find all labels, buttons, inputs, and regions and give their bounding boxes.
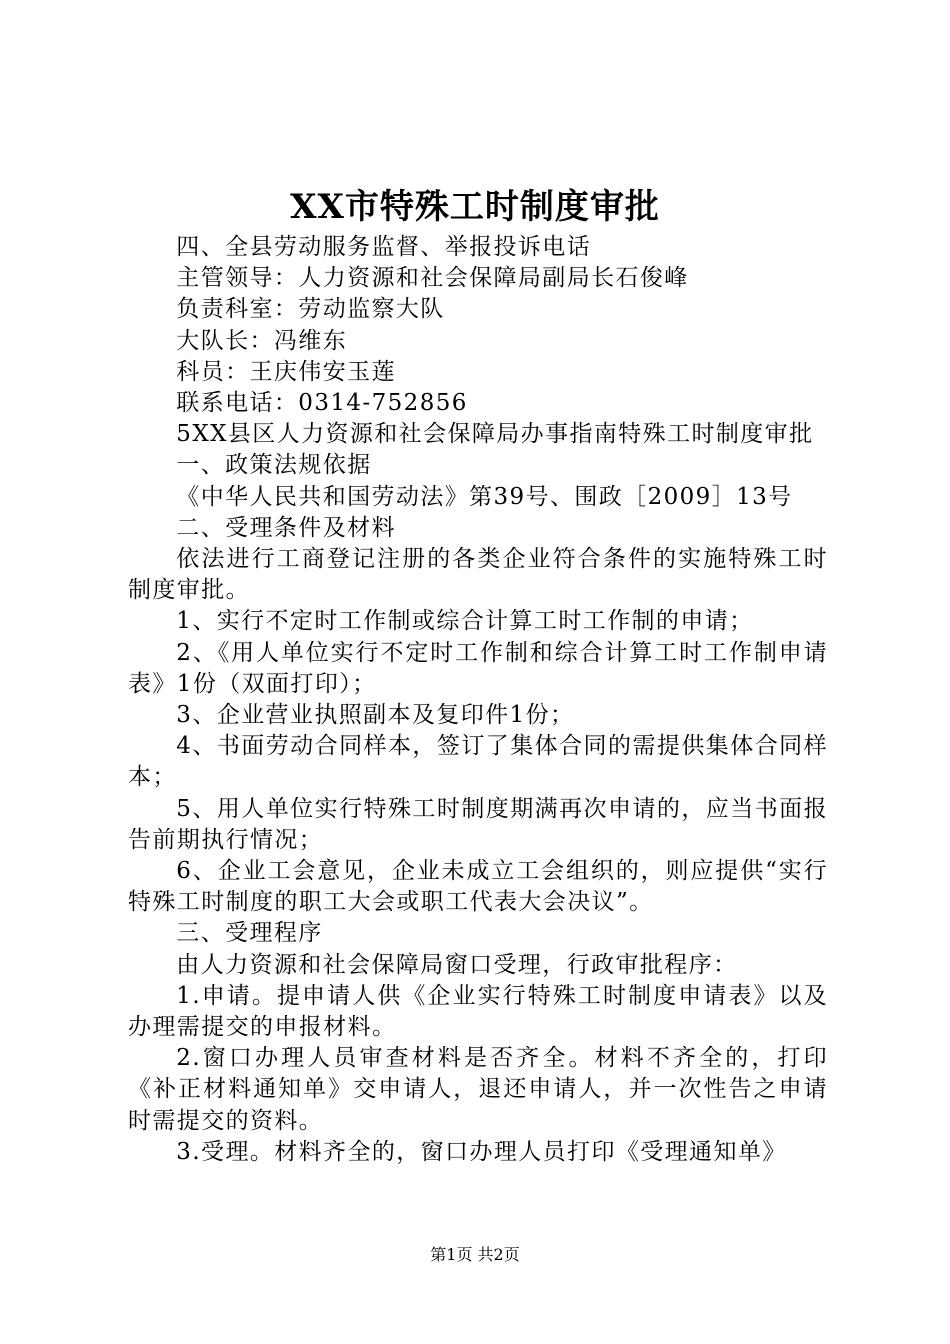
- paragraph: 四、全县劳动服务监督、举报投诉电话: [176, 234, 592, 260]
- paragraph: 1、实行不定时工作制或综合计算工时工作制的申请；: [176, 608, 754, 635]
- page-footer: 第1页 共2页: [430, 1245, 520, 1264]
- paragraph: 5XX县区人力资源和社会保障局办事指南特殊工时制度审批: [176, 421, 814, 448]
- paragraph: 大队长：冯维东: [176, 327, 348, 354]
- paragraph: 6、企业工会意见，企业未成立工会组织的，则应提供“实行特殊工时制度的职工大会或职工代表大会决议”。: [128, 858, 828, 916]
- paragraph: 2、《用人单位实行不定时工作制和综合计算工时工作制申请表》1份（双面打印）；: [128, 639, 828, 697]
- paragraph: 2.窗口办理人员审查材料是否齐全。材料不齐全的，打印《补正材料通知单》交申请人，退还申请人，并一次性告之申请时需提交的资料。: [128, 1045, 828, 1134]
- document-body: [128, 232, 828, 1168]
- document-title: XX市特殊工时制度审批: [290, 187, 660, 227]
- paragraph: 3、企业营业执照副本及复印件1份；: [176, 702, 575, 729]
- paragraph: 由人力资源和社会保障局窗口受理，行政审批程序：: [176, 951, 738, 978]
- paragraph: 3.受理。材料齐全的，窗口办理人员打印《受理通知单》: [176, 1138, 787, 1165]
- paragraph: 二、受理条件及材料: [176, 514, 396, 541]
- paragraph: 1.申请。提申请人供《企业实行特殊工时制度申请表》以及办理需提交的申报材料。: [128, 982, 828, 1041]
- paragraph: 联系电话：0314-752856: [176, 390, 468, 417]
- paragraph: 5、用人单位实行特殊工时制度期满再次申请的，应当书面报告前期执行情况；: [128, 795, 828, 853]
- paragraph: 4、书面劳动合同样本，签订了集体合同的需提供集体合同样本；: [128, 733, 828, 791]
- paragraph: 依法进行工商登记注册的各类企业符合条件的实施特殊工时制度审批。: [128, 546, 828, 604]
- paragraph: 负责科室：劳动监察大队: [176, 296, 445, 323]
- paragraph: 一、政策法规依据: [176, 452, 372, 479]
- paragraph: 《中华人民共和国劳动法》第39号、围政［2009］13号: [176, 483, 793, 510]
- paragraph: 主管领导：人力资源和社会保障局副局长石俊峰: [176, 265, 689, 292]
- paragraph: 科员：王庆伟安玉莲: [176, 358, 396, 385]
- paragraph: 三、受理程序: [176, 920, 323, 947]
